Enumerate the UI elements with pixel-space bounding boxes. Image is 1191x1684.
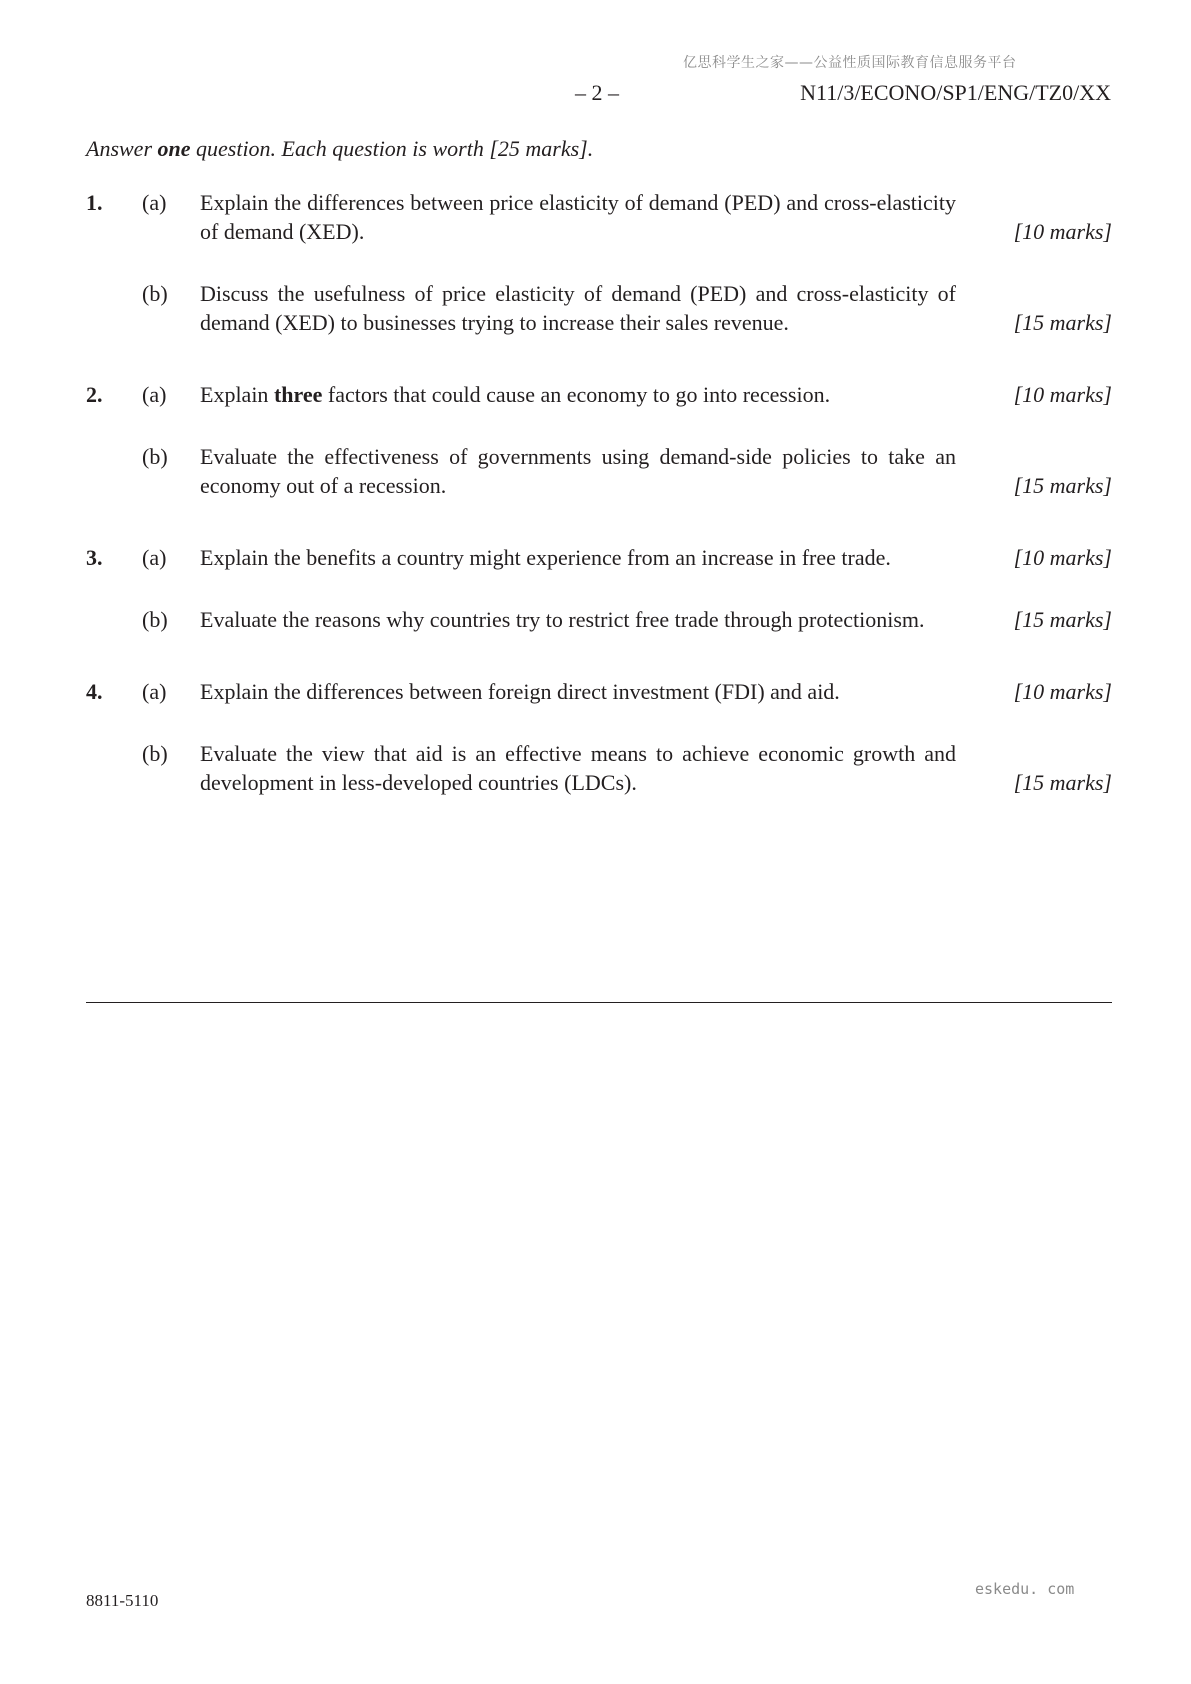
- instructions-prefix: Answer: [86, 136, 158, 161]
- part-label: (a): [142, 190, 167, 215]
- part-label: (a): [142, 382, 167, 407]
- question-number: 1.: [86, 190, 103, 215]
- question-part: [86, 442, 1112, 500]
- part-label: (b): [142, 741, 168, 766]
- part-text: [200, 380, 1000, 409]
- marks-label: [15 marks]: [1013, 473, 1112, 498]
- part-text: Evaluate the view that aid is an effective means to achieve economic growth and development in less-developed countries (LDCs).: [200, 741, 956, 795]
- question-part: [86, 188, 1112, 246]
- part-text-after: factors that could cause an economy to go into recession.: [322, 382, 831, 407]
- marks-label: [10 marks]: [1013, 679, 1112, 704]
- watermark-top-text: 亿思科学生之家——公益性质国际教育信息服务平台: [683, 55, 1017, 71]
- question-part: [86, 677, 1112, 706]
- marks-label: [10 marks]: [1013, 219, 1112, 244]
- part-text: Explain the differences between price elasticity of demand (PED) and cross-elasticity of demand (XED).: [200, 190, 956, 244]
- question-part: [86, 380, 1112, 409]
- marks-label: [15 marks]: [1013, 770, 1112, 795]
- paper-code: N11/3/ECONO/SP1/ENG/TZ0/XX: [800, 80, 1111, 105]
- question-2: [86, 380, 1112, 500]
- part-text: Explain the benefits a country might experience from an increase in free trade.: [200, 545, 891, 570]
- question-part: [86, 279, 1112, 337]
- instructions-suffix: question. Each question is worth [25 marks].: [190, 136, 594, 161]
- part-text: Explain the differences between foreign direct investment (FDI) and aid.: [200, 679, 840, 704]
- marks-label: [10 marks]: [1013, 382, 1112, 407]
- footer-code: 8811-5110: [86, 1591, 159, 1610]
- part-text: Evaluate the effectiveness of governments using demand-side policies to take an economy out of a recession.: [200, 444, 956, 498]
- question-number: 3.: [86, 545, 103, 570]
- marks-label: [10 marks]: [1013, 545, 1112, 570]
- marks-label: [15 marks]: [1013, 310, 1112, 335]
- question-part: [86, 543, 1112, 572]
- question-part: [86, 605, 1112, 634]
- part-text: Discuss the usefulness of price elasticity of demand (PED) and cross-elasticity of demand (XED) to businesses trying to increase their sales revenue.: [200, 281, 956, 335]
- watermark-bottom-text: eskedu. com: [975, 1580, 1075, 1598]
- part-label: (b): [142, 281, 168, 306]
- question-list: [86, 188, 1112, 840]
- part-label: (b): [142, 607, 168, 632]
- marks-label: [15 marks]: [1013, 607, 1112, 632]
- instructions-emphasis: one: [157, 136, 191, 161]
- question-number: 4.: [86, 679, 103, 704]
- part-text-emphasis: three: [273, 382, 323, 407]
- question-4: [86, 677, 1112, 797]
- part-label: (a): [142, 679, 167, 704]
- question-part: [86, 739, 1112, 797]
- part-text: Evaluate the reasons why countries try to restrict free trade through protectionism.: [200, 607, 925, 632]
- part-label: (a): [142, 545, 167, 570]
- instructions: [86, 136, 593, 162]
- page-number: – 2 –: [575, 80, 619, 105]
- part-text-before: Explain: [200, 382, 274, 407]
- question-number: 2.: [86, 382, 103, 407]
- question-1: [86, 188, 1112, 337]
- part-label: (b): [142, 444, 168, 469]
- end-rule: [86, 1002, 1112, 1003]
- question-3: [86, 543, 1112, 634]
